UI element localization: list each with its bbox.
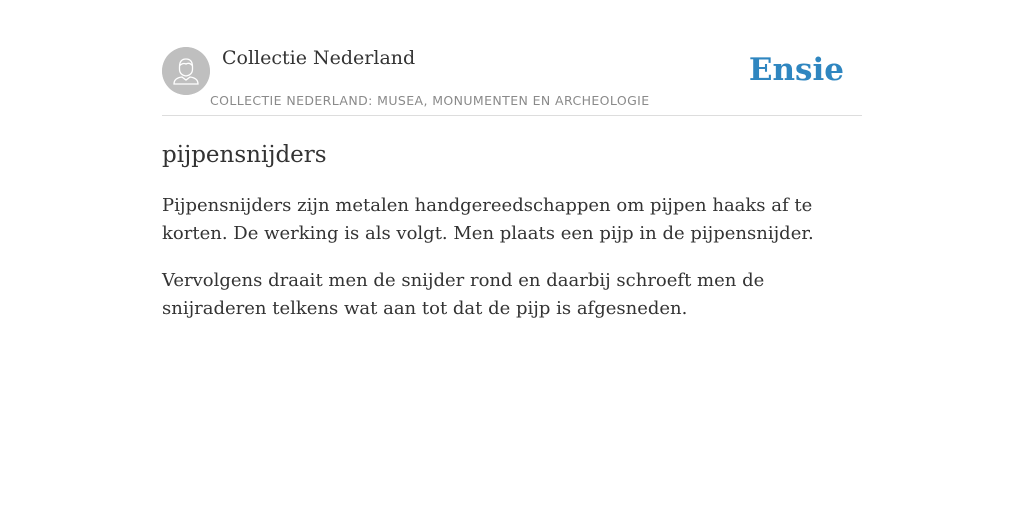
user-icon [162,47,210,95]
page [162,0,862,512]
article-title: pijpensnijders [162,142,327,168]
author-name[interactable]: Collectie Nederland [222,47,416,69]
article-body [162,192,862,342]
author-subtitle[interactable]: COLLECTIE NEDERLAND: MUSEA, MONUMENTEN EN ARCHEOLOGIE [210,93,650,108]
ensie-logo[interactable]: Ensie [748,52,844,88]
article-paragraph: Pijpensnijders zijn metalen handgereedschappen om pijpen haaks af te korten. De werking is als volgt. Men plaats een pijp in de pijpensnijder. [162,195,814,244]
author-avatar[interactable] [162,47,210,95]
article-paragraph: Vervolgens draait men de snijder rond en daarbij schroeft men de snijraderen telkens wat aan tot dat de pijp is afgesneden. [162,270,765,319]
author-header [162,0,862,116]
